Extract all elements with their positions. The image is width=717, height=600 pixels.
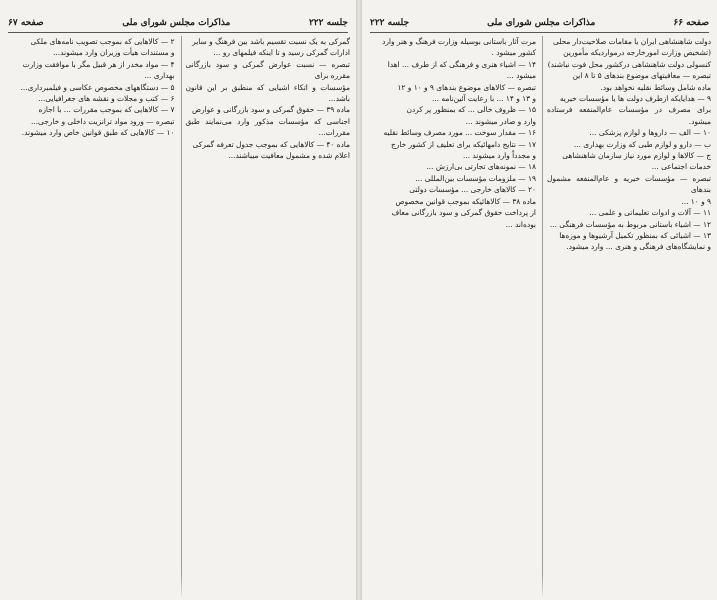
- left-page-columns: [6, 36, 350, 596]
- right-page-header: [370, 14, 709, 33]
- paragraph-line: ۷ — کالاهایی که بموجب مقررات ... با اجازه: [38, 105, 175, 115]
- paragraph-line: ج — کالاها و لوازم مورد نیاز سازمان شاهنشاهی: [562, 151, 711, 161]
- paragraph-line: اعلام شده و مشمول معافیت میباشند...: [228, 151, 350, 161]
- paragraph-line: ۱۹ — ملزومات مؤسسات بین‌المللی ...: [415, 173, 536, 183]
- paragraph-line: تبصره — نسبت عوارض گمرکی و سود بازرگانی مقرره برای: [185, 59, 350, 81]
- paragraph-line: ۲ — کالاهایی که بموجب تصویب نامه‌های ملکی: [30, 37, 175, 46]
- paragraph-line: ۱۵ — ظروف خالی ... که بمنظور پر کردن: [406, 105, 536, 115]
- paragraph-line: ماده شامل وسائط نقلیه نخواهد بود.: [600, 82, 711, 92]
- paragraph-line: ۱۷ — نتایج دامهائیکه برای تعلیف از کشور خارج: [390, 139, 536, 149]
- paragraph-line: کشور میشود .: [491, 48, 536, 58]
- paragraph-line: و مجدداً وارد میشوند ...: [463, 151, 536, 161]
- paragraph-line: اجناسی که مؤسسات مذکور وارد می‌نمایند طبق مقررات...: [185, 116, 350, 138]
- paragraph-line: خدمات اجتماعی ...: [651, 162, 711, 172]
- left-page-title: مذاکرات مجلس شورای ملی: [122, 18, 231, 28]
- paragraph-line: ۶ — کتب و مجلات و نقشه های جغرافیایی...: [38, 94, 175, 104]
- paragraph-line: ۵ — دستگاههای مخصوص عکاسی و فیلمبرداری...: [20, 82, 175, 92]
- paragraph-line: تبصره — مؤسسات خیریه و عام‌المنفعه مشمول بندهای: [547, 173, 711, 195]
- paragraph-line: ۴ — مواد مخدر از هر قبیل مگر با موافقت وزارت: [22, 59, 175, 69]
- paragraph-line: ۱۰ — کالاهایی که طبق قوانین خاص وارد میشوند.: [21, 128, 175, 138]
- left-page-header: [8, 14, 348, 33]
- paragraph-line: ب — دارو و لوازم طبی که وزارت بهداری ...: [573, 139, 711, 149]
- right-page-columns: [368, 36, 711, 596]
- paragraph-line: بوده‌اند ...: [505, 219, 536, 229]
- paragraph-line: مرت آثار باستانی بوسیله وزارت فرهنگ و هنر وارد: [382, 37, 536, 46]
- paragraph-line: و ۱۳ و ۱۴ ... با رعایت آئین‌نامه ...: [431, 94, 536, 104]
- paragraph-line: ماده ۴۰ — کالاهایی که بموجب جدول تعرفه گمرکی: [192, 139, 350, 149]
- left-page-column-left: [6, 36, 175, 596]
- page-bottom-fade: [0, 574, 356, 600]
- paragraph-line: ماده ۳۸ — کالاهائیکه بموجب قوانین مخصوص: [395, 196, 536, 206]
- paragraph-line: مؤسسات و اتکاء اشیایی که منطبق بر این قانون باشد...: [185, 82, 350, 104]
- paragraph-line: تبصره — معافیتهای موضوع بندهای ۵ تا ۸ این: [572, 71, 711, 81]
- paragraph-line: میشود ...: [506, 71, 536, 81]
- paragraph-line: برای مصرف در مؤسسات عام‌المنفعه فرستاده میشود.: [547, 105, 711, 126]
- paragraph-line: ۱۶ — مقدار سوخت ... مورد مصرف وسائط نقلیه: [383, 128, 536, 138]
- paragraph-line: دولت شاهنشاهی ایران یا مقامات صلاحیت‌دار محلی: [552, 37, 711, 46]
- paragraph-line: ۱۳ — اشیائی که بمنظور تکمیل آرشیوها و موزه‌ها: [559, 230, 711, 240]
- paragraph-line: ۱۴ — اشیاء هنری و فرهنگی که از طرف ... اهدا: [387, 59, 536, 69]
- right-page-title: مذاکرات مجلس شورای ملی: [487, 18, 596, 28]
- paragraph-line: (تشخیص وزارت امورخارجه درمواردیکه مأمورین: [563, 48, 711, 58]
- paragraph-line: بهداری ...: [144, 71, 175, 81]
- paragraph-line: ۱۱ — آلات و ادوات تعلیماتی و علمی ...: [589, 208, 711, 218]
- paragraph-line: تبصره — ورود مواد ترانزیت داخلی و خارجی...: [31, 116, 175, 126]
- paragraph-line: ادارات گمرکی رسید و تا اینکه فیلمهای رو ...: [213, 48, 350, 58]
- paragraph-line: ۹ — هدایایکه ازطرف دولت ها یا مؤسسات خیریه: [559, 94, 711, 104]
- paragraph-line: وارد و صادر میشوند ...: [465, 116, 536, 126]
- paragraph-line: ۹ و ۱۰ ...: [681, 196, 711, 206]
- paragraph-line: ۱۰ — الف — داروها و لوازم پزشکی ...: [589, 128, 711, 138]
- left-page-column-right: [181, 36, 351, 596]
- paragraph-line: ۱۸ — نمونه‌های تجارتی بی‌ارزش ...: [426, 162, 536, 172]
- paragraph-line: و مستندات هیأت وزیران وارد میشوند...: [53, 48, 175, 58]
- right-page-session: جلسه ۲۲۲: [370, 18, 410, 28]
- right-page-column-right: [542, 36, 711, 596]
- right-page: [362, 0, 717, 600]
- paragraph-line: گمرکی به یک نسبت تقسیم باشد بین فرهنگ و سایر: [192, 37, 350, 46]
- paragraph-line: ماده ۳۹ — حقوق گمرکی و سود بازرگانی و عوارض: [192, 105, 350, 115]
- paragraph-line: ۲۰ — کالاهای خارجی ... مؤسسات دولتی: [409, 185, 536, 195]
- right-page-column-left: [368, 36, 536, 596]
- left-page: [0, 0, 356, 600]
- paragraph-line: از پرداخت حقوق گمرکی و سود بازرگانی معاف: [391, 208, 536, 218]
- right-page-number: صفحه ۶۶: [673, 18, 709, 28]
- paragraph-line: تبصره — کالاهای موضوع بندهای ۹ و ۱۰ و ۱۲: [397, 82, 536, 92]
- paragraph-line: ۱۲ — اشیاء باستانی مربوط به مؤسسات فرهنگی ...: [549, 219, 711, 229]
- left-page-number: صفحه ۶۷: [8, 18, 44, 28]
- paragraph-line: و نمایشگاه‌های فرهنگی و هنری ... وارد میشود.: [566, 242, 711, 252]
- paragraph-line: کنسولی دولت شاهنشاهی درکشور محل فوت نباشند): [547, 59, 711, 69]
- left-page-session: جلسه ۲۲۲: [308, 18, 348, 28]
- page-bottom-fade: [362, 574, 717, 600]
